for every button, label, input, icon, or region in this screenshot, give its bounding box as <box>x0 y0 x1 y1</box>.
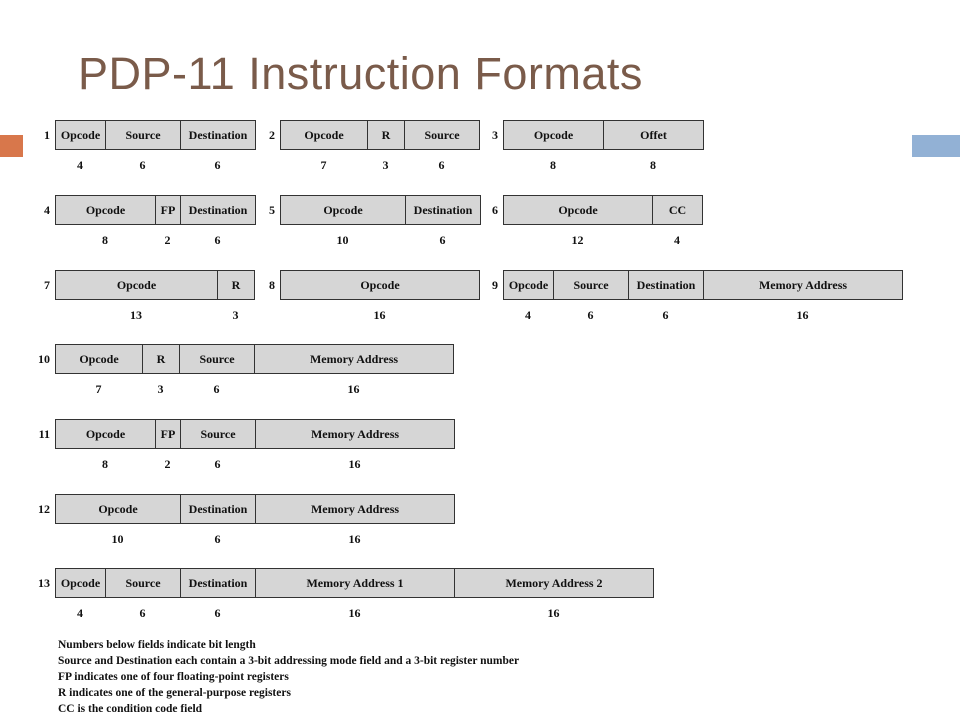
field-box: Source <box>105 568 181 598</box>
field-box: Opcode <box>280 195 406 225</box>
instruction-format-13 <box>38 568 653 628</box>
field-box: Destination <box>180 120 256 150</box>
bit-length: 8 <box>550 158 556 172</box>
bit-length: 16 <box>348 532 361 546</box>
field-box: Opcode <box>55 344 143 374</box>
bit-length: 6 <box>139 158 146 172</box>
field-box: Opcode <box>55 120 106 150</box>
legend-notes <box>58 637 519 717</box>
bit-length: 6 <box>214 158 221 172</box>
bit-length: 16 <box>348 606 361 620</box>
field-box: Opcode <box>55 494 181 524</box>
instruction-format-9 <box>492 270 902 330</box>
field-box: FP <box>155 419 181 449</box>
bit-length: 3 <box>232 308 239 322</box>
bit-length: 16 <box>347 382 360 396</box>
instruction-format-12 <box>38 494 454 554</box>
field-box: Memory Address 1 <box>255 568 455 598</box>
field-box: Opcode <box>55 270 218 300</box>
bit-length: 4 <box>674 233 680 247</box>
bit-length: 8 <box>102 457 108 471</box>
field-box: Opcode <box>55 419 156 449</box>
field-box: Source <box>553 270 629 300</box>
instruction-format-6 <box>492 195 702 255</box>
bit-length: 3 <box>382 158 389 172</box>
bit-length: 6 <box>213 382 220 396</box>
format-number: 12 <box>38 502 50 516</box>
note-line: FP indicates one of four floating-point registers <box>58 671 289 683</box>
bit-length: 12 <box>571 233 584 247</box>
format-number: 6 <box>492 203 498 217</box>
bit-length: 2 <box>164 233 171 247</box>
bit-length: 3 <box>157 382 164 396</box>
format-number: 10 <box>38 352 50 366</box>
field-box: Opcode <box>280 120 368 150</box>
field-box: Opcode <box>280 270 480 300</box>
field-box: FP <box>155 195 181 225</box>
bit-length: 16 <box>348 457 361 471</box>
field-box: Destination <box>180 494 256 524</box>
field-box: Source <box>180 419 256 449</box>
format-number: 4 <box>44 203 50 217</box>
format-number: 2 <box>269 128 275 142</box>
accent-bar-left <box>0 135 23 157</box>
bit-length: 2 <box>164 457 171 471</box>
bit-length: 6 <box>214 233 221 247</box>
field-box: Memory Address <box>703 270 903 300</box>
instruction-format-2 <box>269 120 479 180</box>
field-box: R <box>367 120 405 150</box>
format-number: 3 <box>492 128 498 142</box>
bit-length: 4 <box>77 606 83 620</box>
note-line: R indicates one of the general-purpose registers <box>58 687 291 699</box>
bit-length: 6 <box>214 606 221 620</box>
instruction-format-3 <box>492 120 703 180</box>
field-box: R <box>217 270 255 300</box>
bit-length: 8 <box>650 158 656 172</box>
bit-length: 6 <box>662 308 669 322</box>
bit-length: 10 <box>111 532 124 546</box>
bit-length: 7 <box>95 382 102 396</box>
field-box: Opcode <box>55 195 156 225</box>
field-box: Destination <box>405 195 481 225</box>
bit-length: 13 <box>130 308 142 322</box>
format-number: 8 <box>269 278 275 292</box>
format-number: 9 <box>492 278 498 292</box>
bit-length: 6 <box>438 158 445 172</box>
instruction-format-5 <box>269 195 480 255</box>
instruction-format-4 <box>44 195 255 255</box>
bit-length: 10 <box>336 233 349 247</box>
page-title: PDP-11 Instruction Formats <box>78 48 643 99</box>
instruction-format-10 <box>38 344 453 404</box>
bit-length: 6 <box>214 532 221 546</box>
field-box: Destination <box>180 568 256 598</box>
bit-length: 6 <box>139 606 146 620</box>
field-box: Destination <box>628 270 704 300</box>
field-box: Offet <box>603 120 704 150</box>
instruction-format-7 <box>44 270 254 330</box>
bit-length: 6 <box>214 457 221 471</box>
field-box: Memory Address <box>255 494 455 524</box>
format-number: 7 <box>44 278 50 292</box>
field-box: CC <box>652 195 703 225</box>
instruction-format-8 <box>269 270 479 330</box>
bit-length: 4 <box>525 308 531 322</box>
bit-length: 16 <box>796 308 809 322</box>
instruction-format-1 <box>44 120 255 180</box>
instruction-format-11 <box>38 419 454 479</box>
format-number: 11 <box>38 427 50 441</box>
format-number: 13 <box>38 576 50 590</box>
bit-length: 16 <box>547 606 560 620</box>
format-number: 1 <box>44 128 50 142</box>
note-line: Numbers below fields indicate bit length <box>58 639 256 651</box>
note-line: CC is the condition code field <box>58 703 203 715</box>
accent-bar-right <box>912 135 960 157</box>
field-box: R <box>142 344 180 374</box>
field-box: Memory Address <box>255 419 455 449</box>
field-box: Memory Address 2 <box>454 568 654 598</box>
field-box: Opcode <box>503 195 653 225</box>
field-box: Source <box>179 344 255 374</box>
bit-length: 8 <box>102 233 108 247</box>
field-box: Opcode <box>55 568 106 598</box>
bit-length: 6 <box>587 308 594 322</box>
format-number: 5 <box>269 203 275 217</box>
field-box: Opcode <box>503 270 554 300</box>
bit-length: 6 <box>439 233 446 247</box>
bit-length: 4 <box>77 158 83 172</box>
field-box: Destination <box>180 195 256 225</box>
field-box: Source <box>105 120 181 150</box>
field-box: Source <box>404 120 480 150</box>
bit-length: 16 <box>373 308 386 322</box>
bit-length: 7 <box>320 158 327 172</box>
field-box: Opcode <box>503 120 604 150</box>
field-box: Memory Address <box>254 344 454 374</box>
note-line: Source and Destination each contain a 3-bit addressing mode field and a 3-bit register number <box>58 655 520 667</box>
